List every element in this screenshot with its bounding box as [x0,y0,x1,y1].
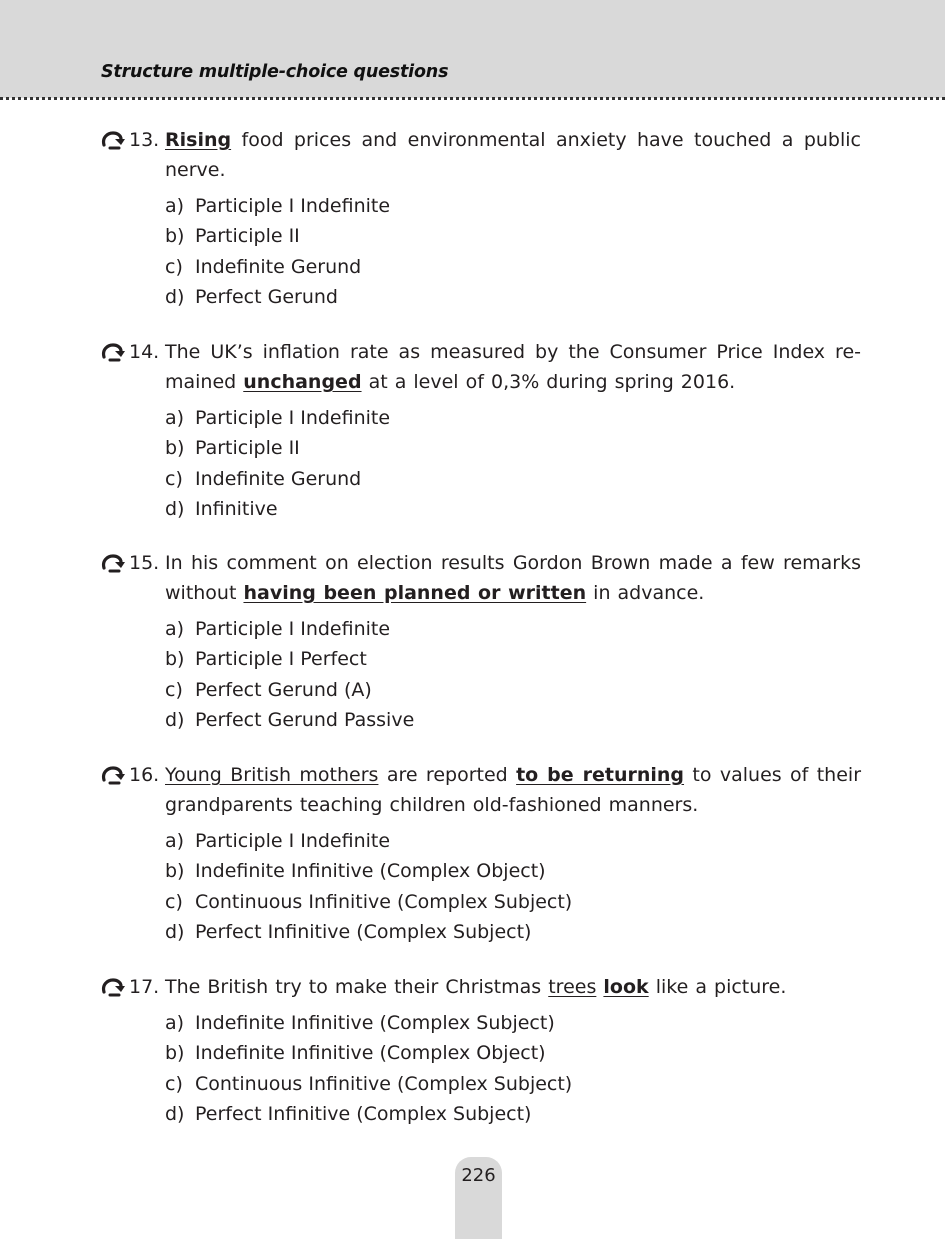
header-dotted-divider [0,97,945,100]
page-header-title: Structure multiple-choice questions [101,62,449,82]
option-text: Participle I Indefinite [195,195,391,217]
option-c[interactable]: c) Indefinite Gerund [165,467,362,490]
options-list [165,403,861,525]
underlined-object: trees [548,976,597,998]
question-stem [101,125,861,185]
option-text: Perfect Infinitive (Complex Subject) [195,921,532,944]
header-band [0,0,945,98]
curved-arrow-icon [101,766,125,785]
option-d[interactable]: d) Perfect Gerund Passive [165,709,415,732]
question-number: 14. [129,341,160,363]
option-text: Participle I Indefinite [195,830,391,852]
question-text [165,972,861,1002]
option-text: Indefinite Gerund [195,467,362,490]
curved-arrow-icon [101,343,125,362]
question-stem [101,337,861,397]
option-text: Participle II [195,437,300,460]
option-text: Participle I Perfect [195,648,367,671]
option-d[interactable]: d) Infinitive [165,498,278,521]
option-text: Continuous Infinitive (Complex Subject) [195,1072,573,1095]
option-text: Continuous Infinitive (Complex Subject) [195,890,573,913]
question-number: 13. [129,129,160,151]
question-number: 17. [129,976,160,998]
question-13 [101,125,861,313]
page-number: 226 [461,1165,496,1186]
option-b[interactable]: b) Participle I Perfect [165,648,367,671]
option-text: Indefinite Infinitive (Complex Object) [195,860,546,883]
question-number: 16. [129,764,160,786]
underlined-subject: Young British mothers [165,764,379,786]
option-c[interactable]: c) Perfect Gerund (A) [165,678,372,701]
option-d[interactable]: d) Perfect Infinitive (Complex Subject) [165,1103,532,1126]
option-d[interactable]: d) Perfect Gerund [165,286,338,309]
option-a[interactable]: a) Participle I Indefinite [165,830,391,852]
curved-arrow-icon [101,978,125,997]
question-stem [101,548,861,608]
option-a[interactable]: a) Participle I Indefinite [165,618,391,640]
option-c[interactable]: c) Indefinite Gerund [165,255,362,278]
option-text: Indefinite Infinitive (Complex Subject) [195,1012,555,1034]
question-text-segment: like a picture. [648,976,787,998]
option-text: Participle II [195,225,300,248]
curved-arrow-icon [101,554,125,573]
options-list [165,191,861,313]
question-text-segment: to values of their grandparents teaching children old-fashioned manners. [165,764,862,816]
highlighted-term: having been planned or written [243,582,587,604]
highlighted-term: Rising [165,129,232,151]
option-b[interactable]: b) Participle II [165,225,300,248]
highlighted-term: look [603,976,649,998]
question-text-segment: are reported [378,764,517,786]
option-text: Perfect Gerund Passive [195,709,415,732]
question-text-segment: The British try to make their Christmas [165,976,549,998]
option-d[interactable]: d) Perfect Infinitive (Complex Subject) [165,921,532,944]
question-17 [101,972,861,1130]
question-text [165,337,861,397]
option-text: Participle I Indefinite [195,407,391,429]
options-list [165,1008,861,1130]
highlighted-term: to be returning [516,764,685,786]
question-text [165,125,861,185]
question-stem [101,760,861,820]
option-b[interactable]: b) Participle II [165,437,300,460]
option-text: Perfect Gerund (A) [195,678,372,701]
question-number: 15. [129,552,160,574]
option-text: Perfect Gerund [195,286,338,309]
option-b[interactable]: b) Indefinite Infinitive (Complex Object) [165,1042,546,1065]
options-list [165,826,861,948]
option-c[interactable]: c) Continuous Infinitive (Complex Subject) [165,890,573,913]
option-b[interactable]: b) Indefinite Infinitive (Complex Object) [165,860,546,883]
question-16 [101,760,861,948]
highlighted-term: unchanged [243,371,362,393]
option-text: Infinitive [195,498,278,521]
question-text [165,548,861,608]
question-text [165,760,861,820]
option-text: Indefinite Infinitive (Complex Object) [195,1042,546,1065]
question-text-segment: at a level of 0,3% during spring 2016. [361,371,736,393]
question-text-segment: The UK’s inflation rate as measured by the Consumer Price Index remained [165,341,861,393]
option-a[interactable]: a) Participle I Indefinite [165,195,391,217]
question-text-segment: food prices and environmental anxiety have touched a public nerve. [165,129,861,181]
question-stem [101,972,861,1002]
question-15 [101,548,861,736]
option-text: Participle I Indefinite [195,618,391,640]
option-c[interactable]: c) Continuous Infinitive (Complex Subject) [165,1072,573,1095]
option-a[interactable]: a) Indefinite Infinitive (Complex Subject) [165,1012,555,1034]
options-list [165,614,861,736]
option-text: Perfect Infinitive (Complex Subject) [195,1103,532,1126]
question-text-segment: In his comment on election results Gordon Brown made a few remarks without [165,552,861,604]
question-14 [101,337,861,525]
option-a[interactable]: a) Participle I Indefinite [165,407,391,429]
option-text: Indefinite Gerund [195,255,362,278]
curved-arrow-icon [101,131,125,150]
question-text-segment: in advance. [586,582,705,604]
